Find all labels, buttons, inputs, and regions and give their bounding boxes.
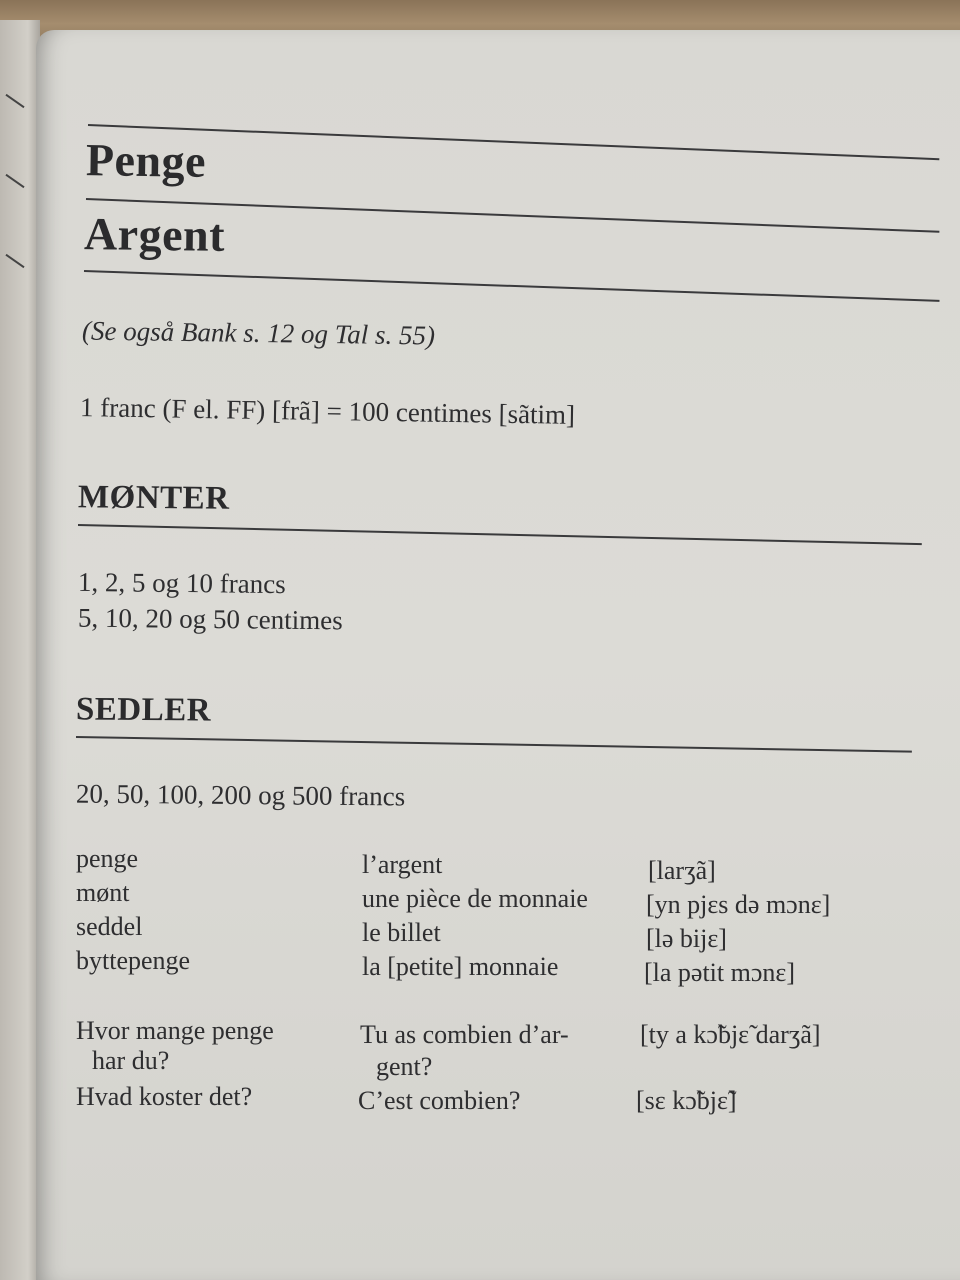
- phrase-phonetic-2: [sɛ kɔ̃bjɛ̃]: [636, 1086, 737, 1115]
- vocab-phonetic-3: [lə bijɛ]: [646, 924, 727, 953]
- phrase-phonetic-1: [ty a kɔ̃bjɛ̃ darʒã]: [640, 1020, 821, 1049]
- coins-line-2: 5, 10, 20 og 50 centimes: [77, 602, 343, 636]
- notes-line: 20, 50, 100, 200 og 500 francs: [75, 778, 406, 812]
- title-rule-top: [88, 124, 939, 160]
- notes-rule: [76, 736, 912, 753]
- phrase-danish-1b: har du?: [92, 1046, 170, 1075]
- phrase-french-2: C’est combien?: [358, 1086, 521, 1115]
- notes-heading: SEDLER: [75, 691, 212, 729]
- see-also-note: (Se også Bank s. 12 og Tal s. 55): [81, 315, 436, 351]
- currency-definition: 1 franc (F el. FF) [frã] = 100 centimes [sãtim]: [79, 392, 576, 430]
- facing-page-edge: [0, 20, 40, 1280]
- vocab-french-3: le billet: [362, 918, 441, 947]
- coins-rule: [78, 524, 922, 545]
- vocab-phonetic-1: [larʒã]: [648, 856, 716, 885]
- phrase-french-1a: Tu as combien d’ar-: [360, 1020, 569, 1049]
- vocab-danish-1: penge: [76, 844, 139, 873]
- facing-page-mark: [5, 94, 24, 108]
- page-content: [36, 30, 960, 1280]
- vocab-danish-2: mønt: [76, 878, 130, 907]
- vocab-phonetic-4: [la pətit mɔnɛ]: [644, 958, 795, 987]
- vocab-french-1: l’argent: [362, 850, 443, 879]
- title-french: Argent: [83, 208, 226, 261]
- vocab-french-4: la [petite] monnaie: [362, 952, 559, 981]
- title-rule-bottom: [84, 270, 940, 302]
- coins-line-1: 1, 2, 5 og 10 francs: [77, 566, 286, 600]
- vocab-phonetic-2: [yn pjɛs də mɔnɛ]: [646, 890, 831, 919]
- phrase-danish-2: Hvad koster det?: [76, 1082, 253, 1111]
- vocab-french-2: une pièce de monnaie: [362, 884, 588, 913]
- facing-page-mark: [5, 174, 24, 188]
- phrase-french-1b: gent?: [376, 1052, 433, 1081]
- book-page: [36, 30, 960, 1280]
- vocab-danish-3: seddel: [76, 912, 143, 941]
- vocab-danish-4: byttepenge: [76, 946, 191, 975]
- coins-heading: MØNTER: [77, 479, 230, 517]
- title-danish: Penge: [85, 134, 207, 187]
- facing-page-mark: [5, 254, 24, 268]
- phrase-danish-1a: Hvor mange penge: [76, 1016, 274, 1045]
